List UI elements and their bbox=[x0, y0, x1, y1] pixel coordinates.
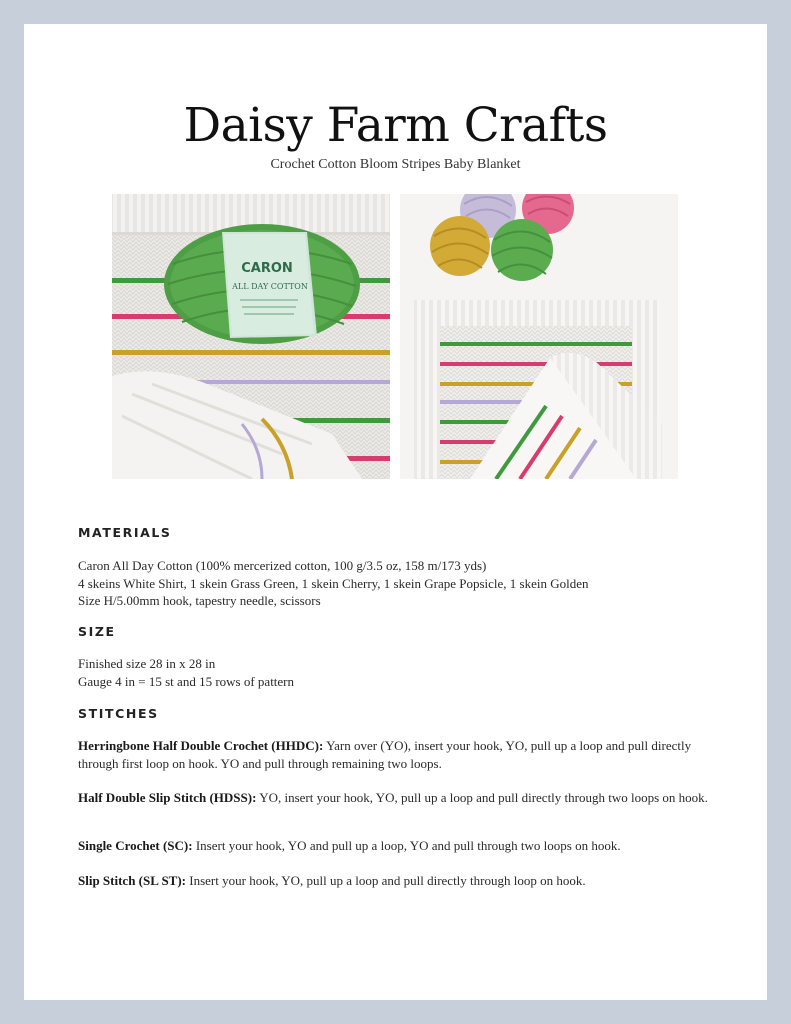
materials-line: 4 skeins White Shirt, 1 skein Grass Green, 1 skein Cherry, 1 skein Grape Popsicle, 1 skein Golden bbox=[78, 575, 589, 591]
size-details bbox=[78, 655, 718, 690]
stitch-name: Slip Stitch (SL ST): bbox=[78, 873, 187, 888]
brand-title: Daisy Farm Crafts bbox=[183, 98, 608, 153]
materials-line: Size H/5.00mm hook, tapestry needle, scissors bbox=[78, 593, 321, 608]
materials-heading: MATERIALS bbox=[78, 525, 172, 540]
skein-label-line: ALL DAY COTTON bbox=[232, 282, 308, 291]
stitch-definition bbox=[78, 837, 718, 855]
materials-list bbox=[78, 557, 718, 610]
stitch-definition bbox=[78, 872, 718, 890]
pattern-subtitle: Crochet Cotton Bloom Stripes Baby Blanket bbox=[270, 157, 521, 172]
skein-label-brand: CARON bbox=[241, 261, 293, 276]
stitch-instructions: YO, insert your hook, YO, pull up a loop and pull directly through two loops on hook. bbox=[259, 790, 708, 805]
stitch-name: Single Crochet (SC): bbox=[78, 838, 193, 853]
size-heading: SIZE bbox=[78, 624, 116, 639]
pattern-page bbox=[24, 24, 767, 1000]
materials-line: Caron All Day Cotton (100% mercerized cotton, 100 g/3.5 oz, 158 m/173 yds) bbox=[78, 558, 487, 573]
stitch-name: Half Double Slip Stitch (HDSS): bbox=[78, 790, 257, 805]
stitch-instructions: Insert your hook, YO and pull up a loop, YO and pull through two loops on hook. bbox=[195, 838, 621, 853]
stitch-instructions: Insert your hook, YO, pull up a loop and pull directly through loop on hook. bbox=[189, 873, 586, 888]
photo-folded-blanket-with-yarn-balls bbox=[400, 194, 678, 479]
photo-blanket-with-yarn-skein bbox=[112, 194, 390, 479]
size-line: Finished size 28 in x 28 in bbox=[78, 656, 216, 671]
size-line: Gauge 4 in = 15 st and 15 rows of pattern bbox=[78, 673, 295, 689]
stitch-name: Herringbone Half Double Crochet (HHDC): bbox=[78, 738, 324, 753]
stitch-instructions: Yarn over (YO), insert your hook, YO, pull up a loop and pull directly through first loop on hook. YO and pull through remaining two loops. bbox=[78, 738, 692, 771]
stitch-definition bbox=[78, 737, 718, 772]
stitches-heading: STITCHES bbox=[78, 706, 159, 721]
stitch-definition bbox=[78, 789, 718, 807]
